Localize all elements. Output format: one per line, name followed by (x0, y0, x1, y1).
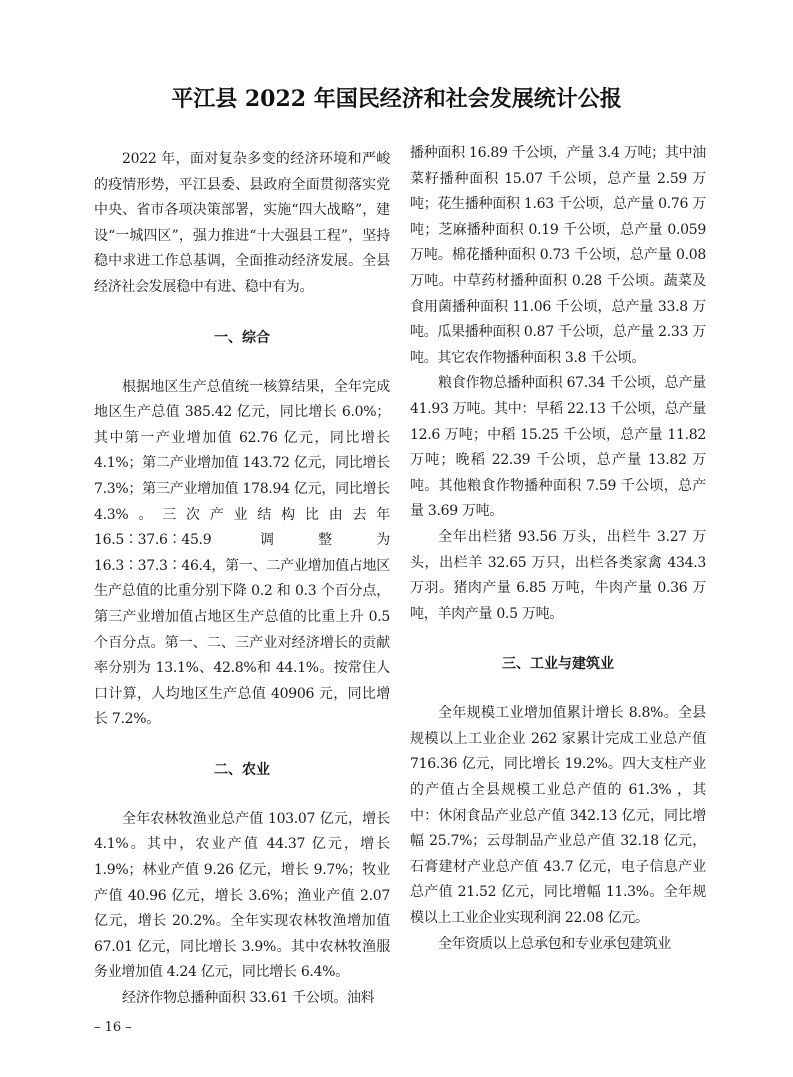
page-title: 平江县 2022 年国民经济和社会发展统计公报 (171, 86, 622, 112)
cash-crops-paragraph-cont: 播种面积 16.89 千公顷，产量 3.4 万吨；其中油菜籽播种面积 15.07 千公顷，总产量 2.59 万吨；花生播种面积 1.63 千公顷，总产量 0.76 万吨；芝麻播种面积 0.19 千公顷，总产量 0.059 万吨。棉花播种面积 0.73 千公顷，总产量 0.08 万吨。中草药材播种面积 0.28 千公顷。蔬菜及食用菌播种面积 11.06 千公顷，总产量 33.8 万吨。瓜果播种面积 0.87 千公顷，总产量 2.33 万吨。其它农作物播种面积 3.8 千公顷。 (410, 145, 706, 366)
section-heading-agriculture: 二、农业 (214, 761, 270, 778)
livestock-paragraph: 全年出栏猪 93.56 万头，出栏牛 3.27 万头，出栏羊 32.65 万只，出栏各类家禽 434.3 万羽。猪肉产量 6.85 万吨，牛肉产量 0.36 万吨，羊肉产量 0.5 万吨。 (410, 528, 706, 622)
grain-crops-paragraph: 粮食作物总播种面积 67.34 千公顷，总产量 41.93 万吨。其中：早稻 22.13 千公顷，总产量 12.6 万吨；中稻 15.25 千公顷，总产量 11.82 万吨；晚稻 22.39 千公顷，总产量 13.82 万吨。其他粮食作物播种面积 7.59 千公顷，总产量 3.69 万吨。 (410, 375, 706, 520)
overview-paragraph: 根据地区生产总值统一核算结果，全年完成地区生产总值 385.42 亿元，同比增长 6.0%；其中第一产业增加值 62.76 亿元，同比增长 4.1%；第二产业增加值 143.72 亿元，同比增长 7.3%；第三产业增加值 178.94 亿元，同比增长 4.3%。三次产业结构比由去年 16.5∶37.6∶45.9 调整为 16.3∶37.3∶46.4，第一、二产业增加值占地区生产总值的比重分别下降 0.2 和 0.3 个百分点，第三产业增加值占地区生产总值的比重上升 0.5 个百分点。第一、二、三产业对经济增长的贡献率分别为 13.1%、42.8%和 44.1%。按常住人口计算，人均地区生产总值 40906 元，同比增长 7.2%。 (94, 378, 390, 728)
agriculture-output-paragraph: 全年农林牧渔业总产值 103.07 亿元，增长 4.1%。其中，农业产值 44.37 亿元，增长 1.9%；林业产值 9.26 亿元，增长 9.7%；牧业产值 40.96 亿元，增长 3.6%；渔业产值 2.07 亿元，增长 20.2%。全年实现农林牧渔增加值 67.01 亿元，同比增长 3.9%。其中农林牧渔服务业增加值 4.24 亿元，同比增长 6.4%。 (94, 810, 390, 981)
section-heading-industry: 三、工业与建筑业 (502, 656, 614, 673)
industry-paragraph: 全年规模工业增加值累计增长 8.8%。全县规模以上工业企业 262 家累计完成工业总产值 716.36 亿元，同比增长 19.2%。四大支柱产业的产值占全县规模工业总产值的 61.3% ，其中：休闲食品产业总产值 342.13 亿元，同比增幅 25.7%；云母制品产业总产值 32.18 亿元，石膏建材产业总产值 43.7 亿元，电子信息产业总产值 21.52 亿元，同比增幅 11.3%。全年规模以上工业企业实现利润 22.08 亿元。 (410, 705, 706, 927)
right-column (410, 141, 706, 987)
intro-paragraph: 2022 年，面对复杂多变的经济环境和严峻的疫情形势，平江县委、县政府全面贯彻落实党中央、省市各项决策部署，实施“四大战略”，建设“一城四区”，强力推进“十大强县工程”，坚持稳中求进工作总基调，全面推动经济发展。全县经济社会发展稳中有进、稳中有为。 (94, 151, 390, 295)
page-number: – 16 – (94, 1020, 132, 1035)
cash-crops-paragraph-start: 经济作物总播种面积 33.61 千公顷。油料 (122, 990, 375, 1007)
construction-paragraph-start: 全年资质以上总承包和专业承包建筑业 (438, 935, 671, 952)
left-column (94, 147, 390, 1007)
section-heading-overview: 一、综合 (214, 329, 270, 346)
